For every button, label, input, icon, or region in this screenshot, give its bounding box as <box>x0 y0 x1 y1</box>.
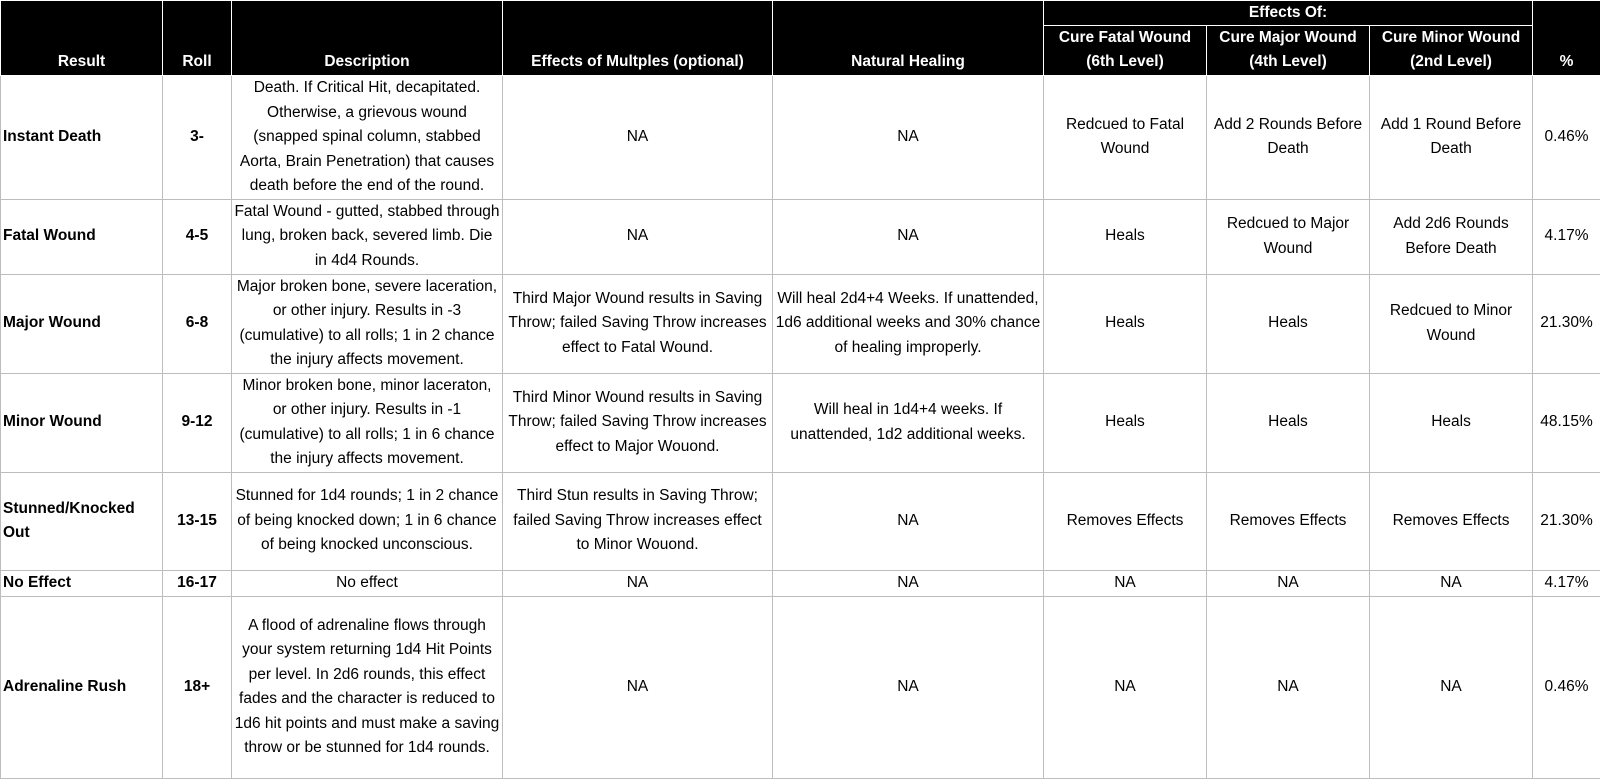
cure-minor-cell: Redcued to Minor Wound <box>1370 274 1533 373</box>
cure-major-cell: Redcued to Major Wound <box>1207 199 1370 274</box>
roll-cell: 4-5 <box>163 199 232 274</box>
table-row <box>1 76 1600 200</box>
cure-major-cell: NA <box>1207 596 1370 778</box>
cure-major-cell: Add 2 Rounds Before Death <box>1207 76 1370 200</box>
header-effects-of: Effects Of: <box>1044 1 1533 26</box>
table-body <box>1 76 1600 779</box>
percent-cell: 21.30% <box>1533 274 1600 373</box>
cure-minor-cell: Add 1 Round Before Death <box>1370 76 1533 200</box>
header-cure-fatal <box>1044 26 1207 76</box>
natural-healing-cell: NA <box>773 472 1044 570</box>
natural-healing-cell: Will heal in 1d4+4 weeks. If unattended, 1d2 additional weeks. <box>773 373 1044 472</box>
percent-cell: 21.30% <box>1533 472 1600 570</box>
header-cure-major-name: Cure Major Wound <box>1219 29 1357 46</box>
cure-minor-cell: Add 2d6 Rounds Before Death <box>1370 199 1533 274</box>
header-multiples: Effects of Multples (optional) <box>503 1 773 76</box>
multiples-cell: NA <box>503 76 773 200</box>
result-cell: Stunned/Knocked Out <box>1 472 163 570</box>
cure-fatal-cell: Removes Effects <box>1044 472 1207 570</box>
header-roll: Roll <box>163 1 232 76</box>
natural-healing-cell: Will heal 2d4+4 Weeks. If unattended, 1d6 additional weeks and 30% chance of healing improperly. <box>773 274 1044 373</box>
natural-healing-cell: NA <box>773 76 1044 200</box>
natural-healing-cell: NA <box>773 570 1044 596</box>
cure-fatal-cell: Redcued to Fatal Wound <box>1044 76 1207 200</box>
roll-cell: 6-8 <box>163 274 232 373</box>
percent-cell: 0.46% <box>1533 76 1600 200</box>
table-row <box>1 373 1600 472</box>
header-cure-fatal-name: Cure Fatal Wound <box>1059 29 1191 46</box>
percent-cell: 48.15% <box>1533 373 1600 472</box>
result-cell: Major Wound <box>1 274 163 373</box>
cure-fatal-cell: Heals <box>1044 373 1207 472</box>
description-cell: Minor broken bone, minor laceraton, or other injury. Results in -1 (cumulative) to all rolls; 1 in 6 chance the injury affects movement. <box>232 373 503 472</box>
roll-cell: 16-17 <box>163 570 232 596</box>
cure-fatal-cell: Heals <box>1044 199 1207 274</box>
table-row <box>1 274 1600 373</box>
header-cure-fatal-level: (6th Level) <box>1086 53 1164 70</box>
cure-minor-cell: Heals <box>1370 373 1533 472</box>
result-cell: Fatal Wound <box>1 199 163 274</box>
multiples-cell: Third Major Wound results in Saving Throw; failed Saving Throw increases effect to Fatal Wound. <box>503 274 773 373</box>
result-cell: Adrenaline Rush <box>1 596 163 778</box>
table-row <box>1 596 1600 778</box>
description-cell: Major broken bone, severe laceration, or other injury. Results in -3 (cumulative) to all rolls; 1 in 2 chance the injury affects movement. <box>232 274 503 373</box>
header-result: Result <box>1 1 163 76</box>
header-cure-minor-name: Cure Minor Wound <box>1382 29 1520 46</box>
multiples-cell: NA <box>503 570 773 596</box>
roll-cell: 9-12 <box>163 373 232 472</box>
table-row <box>1 472 1600 570</box>
header-cure-minor <box>1370 26 1533 76</box>
cure-major-cell: Heals <box>1207 274 1370 373</box>
description-cell: No effect <box>232 570 503 596</box>
description-cell: Fatal Wound - gutted, stabbed through lung, broken back, severed limb. Die in 4d4 Rounds. <box>232 199 503 274</box>
roll-cell: 18+ <box>163 596 232 778</box>
cure-major-cell: NA <box>1207 570 1370 596</box>
roll-cell: 3- <box>163 76 232 200</box>
multiples-cell: Third Stun results in Saving Throw; failed Saving Throw increases effect to Minor Wouond. <box>503 472 773 570</box>
description-cell: Death. If Critical Hit, decapitated. Otherwise, a grievous wound (snapped spinal column, stabbed Aorta, Brain Penetration) that causes death before the end of the round. <box>232 76 503 200</box>
header-percent: % <box>1533 1 1600 76</box>
natural-healing-cell: NA <box>773 199 1044 274</box>
table-row <box>1 570 1600 596</box>
header-description: Description <box>232 1 503 76</box>
cure-minor-cell: NA <box>1370 570 1533 596</box>
percent-cell: 0.46% <box>1533 596 1600 778</box>
multiples-cell: NA <box>503 199 773 274</box>
cure-minor-cell: Removes Effects <box>1370 472 1533 570</box>
cure-minor-cell: NA <box>1370 596 1533 778</box>
cure-fatal-cell: NA <box>1044 570 1207 596</box>
result-cell: Instant Death <box>1 76 163 200</box>
cure-major-cell: Removes Effects <box>1207 472 1370 570</box>
header-cure-minor-level: (2nd Level) <box>1410 53 1492 70</box>
cure-fatal-cell: NA <box>1044 596 1207 778</box>
header-cure-major-level: (4th Level) <box>1249 53 1327 70</box>
cure-fatal-cell: Heals <box>1044 274 1207 373</box>
multiples-cell: Third Minor Wound results in Saving Throw; failed Saving Throw increases effect to Major Wouond. <box>503 373 773 472</box>
percent-cell: 4.17% <box>1533 199 1600 274</box>
header-natural-healing: Natural Healing <box>773 1 1044 76</box>
roll-cell: 13-15 <box>163 472 232 570</box>
description-cell: Stunned for 1d4 rounds; 1 in 2 chance of being knocked down; 1 in 6 chance of being knocked unconscious. <box>232 472 503 570</box>
table-header <box>1 1 1600 76</box>
table-row <box>1 199 1600 274</box>
natural-healing-cell: NA <box>773 596 1044 778</box>
cure-major-cell: Heals <box>1207 373 1370 472</box>
header-cure-major <box>1207 26 1370 76</box>
result-cell: Minor Wound <box>1 373 163 472</box>
result-cell: No Effect <box>1 570 163 596</box>
multiples-cell: NA <box>503 596 773 778</box>
description-cell: A flood of adrenaline flows through your system returning 1d4 Hit Points per level. In 2d6 rounds, this effect fades and the character is reduced to 1d6 hit points and must make a saving throw or be stunned for 1d4 rounds. <box>232 596 503 778</box>
percent-cell: 4.17% <box>1533 570 1600 596</box>
